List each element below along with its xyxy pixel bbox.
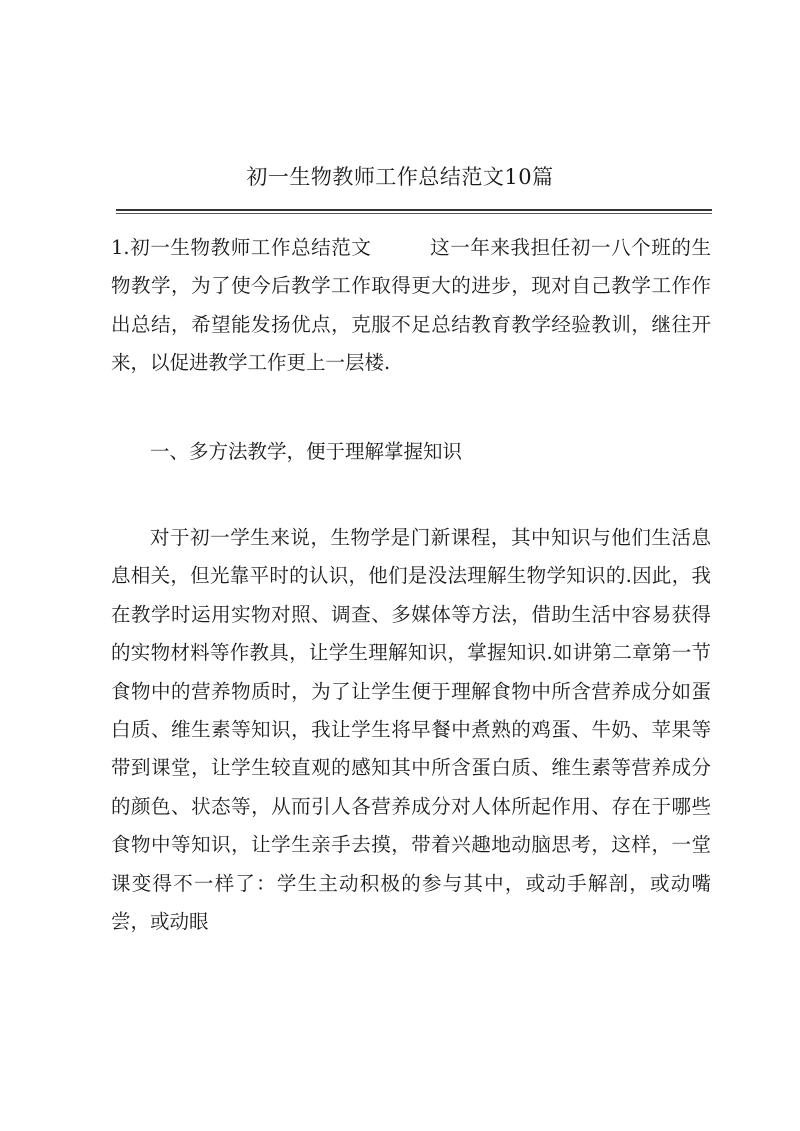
intro-text: 这一年来我担任初一八个班的生物教学，为了使今后教学工作取得更大的进步，现对自己教学工作作出总结，希望能发扬优点，克服不足总结教育教学经验教训，继往开来，以促进教学工作更上一层楼. [111,236,711,375]
intro-paragraph [111,229,711,383]
title-divider-thin [116,213,712,214]
intro-heading: 1.初一生物教师工作总结范文 [111,236,372,259]
body-paragraph: 对于初一学生来说，生物学是门新课程，其中知识与他们生活息息相关，但光靠平时的认识，他们是没法理解生物学知识的.因此，我在教学时运用实物对照、调查、多媒体等方法，借助生活中容易获得的实物材料等作教具，让学生理解知识，掌握知识.如讲第二章第一节食物中的营养物质时，为了让学生便于理解食物中所含营养成分如蛋白质、维生素等知识，我让学生将早餐中煮熟的鸡蛋、牛奶、苹果等带到课堂，让学生较直观的感知其中所含蛋白质、维生素等营养成分的颜色、状态等，从而引人各营养成分对人体所起作用、存在于哪些食物中等知识，让学生亲手去摸，带着兴趣地动脑思考，这样，一堂课变得不一样了：学生主动积极的参与其中，或动手解剖，或动嘴尝，或动眼 [111,526,711,934]
document-title: 初一生物教师工作总结范文10篇 [246,165,554,189]
title-divider-thick [116,209,712,211]
section-heading: 一、多方法教学，便于理解掌握知识 [150,440,463,463]
